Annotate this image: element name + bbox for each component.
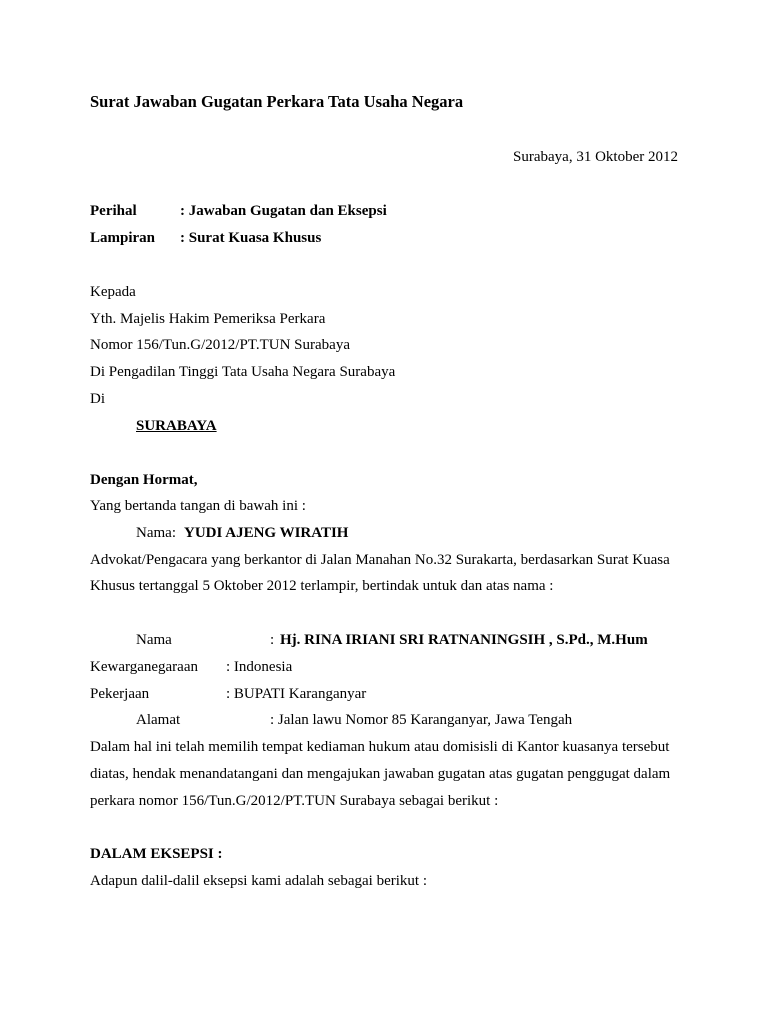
signer-name: YUDI AJENG WIRATIH (184, 525, 349, 541)
address-value: : Jalan lawu Nomor 85 Karanganyar, Jawa Tengah (270, 712, 573, 728)
domisili-line-3: perkara nomor 156/Tun.G/2012/PT.TUN Surabaya sebagai berikut : (90, 793, 499, 809)
domisili-line-1: Dalam hal ini telah memilih tempat kediaman hukum atau domisisli di Kantor kuasanya tersebut (90, 739, 670, 755)
citizenship-label: Kewarganegaraan (90, 659, 198, 675)
recipient-line-2: Yth. Majelis Hakim Pemeriksa Perkara (90, 311, 326, 327)
recipient-line-5: Di (90, 391, 105, 407)
eksepsi-heading: DALAM EKSEPSI : (90, 846, 223, 862)
greeting: Dengan Hormat, (90, 472, 198, 488)
principal-name-colon: : (270, 632, 275, 648)
recipient-line-1: Kepada (90, 284, 136, 300)
citizenship-value: : Indonesia (226, 659, 293, 675)
eksepsi-intro: Adapun dalil-dalil eksepsi kami adalah sebagai berikut : (90, 873, 427, 889)
occupation-value: : BUPATI Karanganyar (226, 686, 367, 702)
advokat-line-1: Advokat/Pengacara yang berkantor di Jalan Manahan No.32 Surakarta, berdasarkan Surat Kuasa (90, 552, 670, 568)
occupation-label: Pekerjaan (90, 686, 150, 702)
signer-label: Nama: (136, 525, 176, 541)
lampiran-value: : Surat Kuasa Khusus (180, 230, 322, 246)
document-title: Surat Jawaban Gugatan Perkara Tata Usaha Negara (90, 92, 464, 111)
principal-name-label: Nama (136, 632, 172, 648)
domisili-line-2: diatas, hendak menandatangani dan mengajukan jawaban gugatan atas gugatan penggugat dalam (90, 766, 671, 782)
place-date: Surabaya, 31 Oktober 2012 (513, 149, 678, 165)
intro-line: Yang bertanda tangan di bawah ini : (90, 498, 306, 514)
perihal-value: : Jawaban Gugatan dan Eksepsi (180, 203, 387, 219)
recipient-line-3: Nomor 156/Tun.G/2012/PT.TUN Surabaya (90, 337, 350, 353)
perihal-label: Perihal (90, 203, 137, 219)
recipient-line-4: Di Pengadilan Tinggi Tata Usaha Negara Surabaya (90, 364, 396, 380)
lampiran-label: Lampiran (90, 230, 156, 246)
advokat-line-2: Khusus tertanggal 5 Oktober 2012 terlampir, bertindak untuk dan atas nama : (90, 578, 554, 594)
address-label: Alamat (136, 712, 181, 728)
recipient-city: SURABAYA (136, 418, 217, 434)
principal-name-value: Hj. RINA IRIANI SRI RATNANINGSIH , S.Pd., M.Hum (280, 632, 648, 648)
